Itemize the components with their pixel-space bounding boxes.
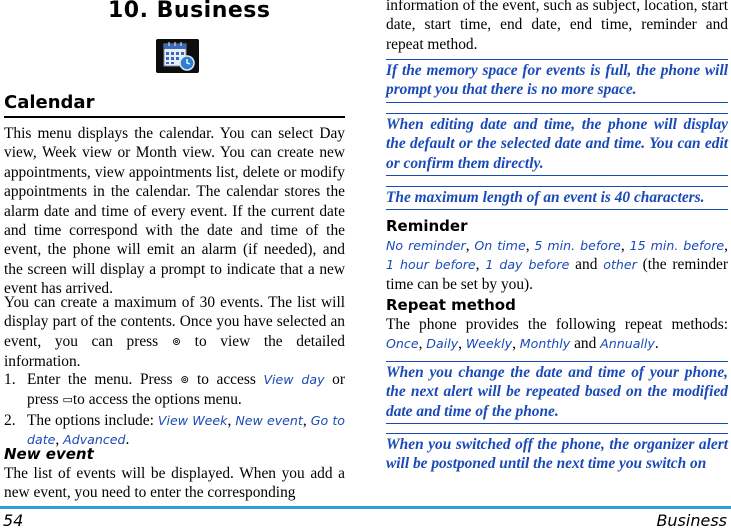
step-text: to access <box>196 371 256 388</box>
reminder-option: other <box>603 257 637 273</box>
option-go-to-date: Go to date <box>27 412 345 448</box>
step-number: 1. <box>4 371 16 388</box>
new-event-heading: New event <box>4 445 94 463</box>
steps-list <box>4 370 345 450</box>
max-events-text-after: to view the detailed information. <box>4 332 345 371</box>
max-events-paragraph <box>4 293 345 372</box>
step-text: or press <box>27 371 345 409</box>
reminder-tail: (the reminder time can be set by you). <box>386 256 728 293</box>
page-footer <box>0 506 731 531</box>
repeat-paragraph: The phone provides the following repeat methods: Once, Daily, Weekly, Monthly and Annually. <box>386 316 728 353</box>
page-number: 54 <box>3 511 24 530</box>
option-view-week: View Week <box>157 412 228 428</box>
event-info-paragraph: information of the event, such as subject, location, start date, start time, end date, end time, reminder and repeat method. <box>386 0 728 53</box>
repeat-option: Weekly <box>465 336 513 352</box>
list-item <box>4 370 345 411</box>
reminder-and: and <box>575 256 598 274</box>
reminder-option: 1 day before <box>485 257 570 273</box>
step-text: Enter the menu. Press <box>27 371 173 388</box>
calendar-icon <box>156 39 199 73</box>
intro-paragraph: This menu displays the calendar. You can select Day view, Week view or Month view. You can create new appointments, view appointments list, delete or modify appointments in the calendar. The calendar stores the alarm date and time of every event. If the current date and time correspond with the date and time of the event, the phone will emit an alarm (if needed), and the screen will display a prompt to indicate that a new event has arrived. <box>4 125 345 298</box>
step-text: The options include: <box>27 411 154 429</box>
repeat-option: Monthly <box>519 336 571 352</box>
view-day-option: View day <box>263 372 325 387</box>
max-events-text-before: You can create a maximum of 30 events. The list will display part of the contents. Once you have selected an event, you can press <box>4 294 345 350</box>
new-event-paragraph: The list of events will be displayed. When you add a new event, you need to enter the corresponding <box>4 465 345 502</box>
step-text: to access the options menu. <box>72 391 242 409</box>
change-date-note: When you change the date and time of your phone, the next alert will be repeated based on the modified date and time of the phone. <box>386 361 728 424</box>
footer-section-title: Business <box>656 511 727 530</box>
ok-key-icon: ⊚ <box>180 374 190 386</box>
repeat-option: Once <box>386 336 419 352</box>
reminder-option: 1 hour before <box>386 257 476 273</box>
switched-off-note: When you switched off the phone, the organizer alert will be postponed until the next time you switch on <box>386 433 728 476</box>
repeat-and: and <box>574 335 597 353</box>
list-item: 2. The options include: View Week, New event, Go to date, Advanced. <box>4 411 345 449</box>
memory-full-note: If the memory space for events is full, the phone will prompt you that there is no more space. <box>386 59 728 103</box>
date-time-note: When editing date and time, the phone will display the default or the selected date and time. You can edit or confirm them directly. <box>386 113 728 176</box>
reminder-option: 5 min. before <box>534 238 621 253</box>
ok-key-icon: ⊚ <box>171 335 182 348</box>
step-number: 2. <box>4 411 16 429</box>
reminder-paragraph: No reminder, On time, 5 min. before, 15 min. before, 1 hour before, 1 day before and other (the reminder time can be set by you). <box>386 237 728 293</box>
reminder-option: No reminder <box>386 238 466 253</box>
repeat-text: The phone provides the following repeat methods: <box>386 316 728 333</box>
section-heading: Calendar <box>4 92 345 118</box>
option-new-event: New event <box>235 412 303 428</box>
repeat-option: Daily <box>426 336 459 352</box>
repeat-option: Annually <box>600 336 655 352</box>
option-advanced: Advanced <box>63 432 126 448</box>
chapter-title: 10. Business <box>108 0 271 23</box>
options-key-icon: ▭ <box>62 394 73 407</box>
reminder-option: On time <box>474 238 526 253</box>
max-length-note: The maximum length of an event is 40 characters. <box>386 186 728 210</box>
reminder-option: 15 min. before <box>629 238 725 253</box>
repeat-heading: Repeat method <box>386 296 516 314</box>
reminder-heading: Reminder <box>386 217 468 235</box>
